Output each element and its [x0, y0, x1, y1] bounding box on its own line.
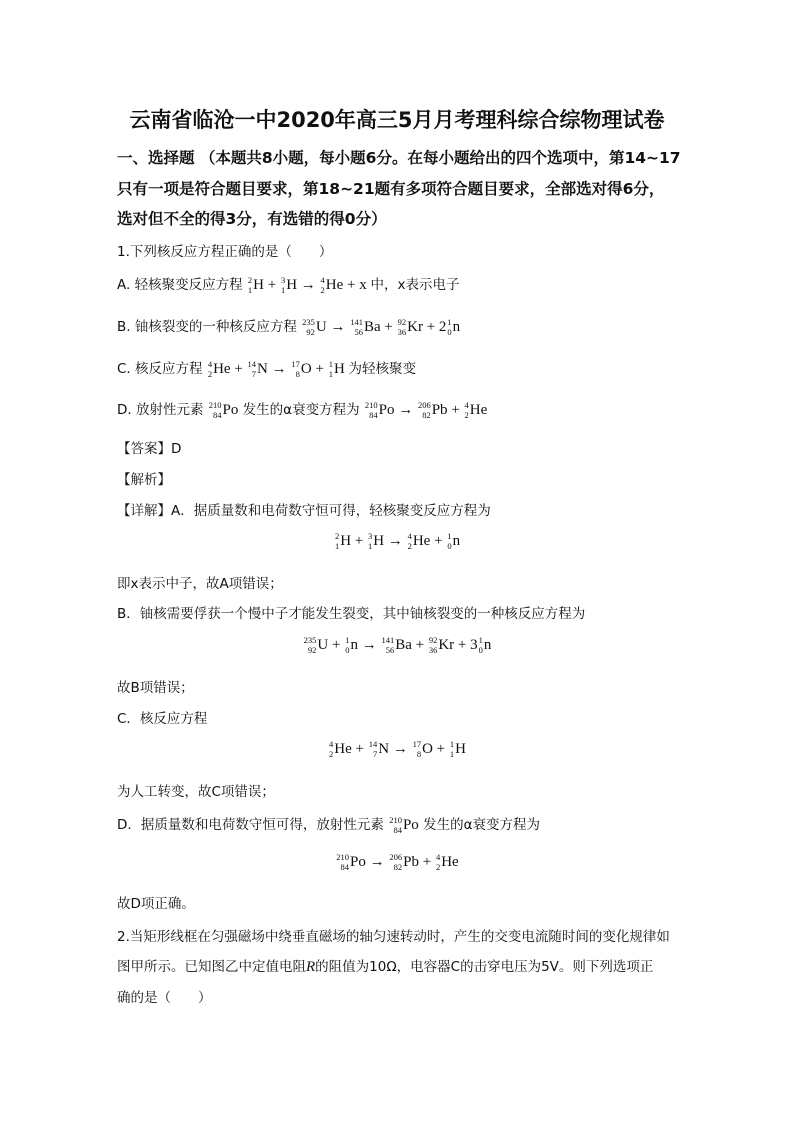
resistor-symbol: R — [306, 959, 316, 975]
option-a-text: A. 轻核聚变反应方程 — [117, 277, 243, 293]
question-2-line-3: 确的是（ ） — [117, 990, 212, 1006]
page-title: 云南省临沧一中2020年高三5月月考理科综合综物理试卷 — [129, 108, 665, 132]
question-2-line-2 — [117, 955, 653, 976]
question-2-text-a: 图甲所示。已知图乙中定值电阻 — [117, 959, 306, 975]
section-heading-line-3: 选对但不全的得3分，有选错的得0分） — [117, 210, 387, 228]
option-c-equation: 4 2 He + 14 7 N → 17 8 O + 1 1 H — [207, 359, 345, 380]
option-a-equation: 2 1 H + 3 1 H → 4 2 He + x — [247, 275, 371, 296]
option-c-suffix: 为轻核聚变 — [348, 361, 417, 377]
detail-d-po: 210 84 Po — [389, 815, 419, 836]
after-b: 故B项错误； — [117, 680, 194, 696]
after-d: 故D项正确。 — [117, 896, 195, 912]
detail-d — [117, 813, 540, 835]
option-a-suffix: 中，x表示电子 — [370, 277, 460, 293]
option-b-text: B. 铀核裂变的一种核反应方程 — [117, 319, 297, 335]
option-b-equation: 235 92 U → 141 56 Ba + 92 36 Kr + 2 1 0 n — [302, 317, 461, 338]
answer-label: 【答案】D — [117, 441, 182, 457]
section-heading-line-1: 一、选择题 （本题共8小题，每小题6分。在每小题给出的四个选项中，第14~17 — [117, 149, 681, 167]
analysis-label: 【解析】 — [117, 472, 171, 488]
equation-a: 2 1 H + 3 1 H → 4 2 He + 1 0 n — [334, 531, 461, 551]
option-d-po: 210 84 Po — [208, 400, 239, 421]
question-1-stem: 1.下列核反应方程正确的是（ ） — [117, 244, 333, 260]
section-heading-line-2: 只有一项是符合题目要求，第18~21题有多项符合题目要求，全部选对得6分， — [117, 180, 665, 198]
equation-d: 210 84 Po → 206 82 Pb + 4 2 He — [336, 852, 459, 872]
option-c-text: C. 核反应方程 — [117, 361, 203, 377]
after-c: 为人工转变，故C项错误； — [117, 784, 275, 800]
question-2-line-1: 2.当矩形线框在匀强磁场中绕垂直磁场的轴匀速转动时，产生的交变电流随时间的变化规律如 — [117, 929, 670, 945]
detail-b: B．铀核需要俘获一个慢中子才能发生裂变，其中铀核裂变的一种核反应方程为 — [117, 606, 586, 622]
option-d — [117, 398, 487, 420]
detail-a: 【详解】A．据质量数和电荷数守恒可得，轻核聚变反应方程为 — [117, 503, 491, 519]
detail-c: C．核反应方程 — [117, 711, 208, 727]
option-d-equation: 210 84 Po → 206 82 Pb + 4 2 He — [364, 400, 488, 421]
option-d-mid: 发生的α衰变方程为 — [242, 402, 360, 418]
question-2-text-b: 的阻值为10Ω，电容器C的击穿电压为5V。则下列选项正 — [315, 959, 654, 975]
option-d-text: D. 放射性元素 — [117, 402, 204, 418]
option-a — [117, 273, 460, 295]
detail-d-suffix: 发生的α衰变方程为 — [423, 817, 540, 833]
after-a: 即x表示中子，故A项错误； — [117, 576, 283, 592]
detail-d-text: D．据质量数和电荷数守恒可得，放射性元素 — [117, 817, 384, 833]
option-c — [117, 357, 416, 379]
equation-c: 4 2 He + 14 7 N → 17 8 O + 1 1 H — [329, 739, 466, 759]
equation-b: 235 92 U + 1 0 n → 141 56 Ba + 92 36 Kr + 3 1 0 n — [303, 635, 492, 655]
option-b — [117, 315, 460, 337]
